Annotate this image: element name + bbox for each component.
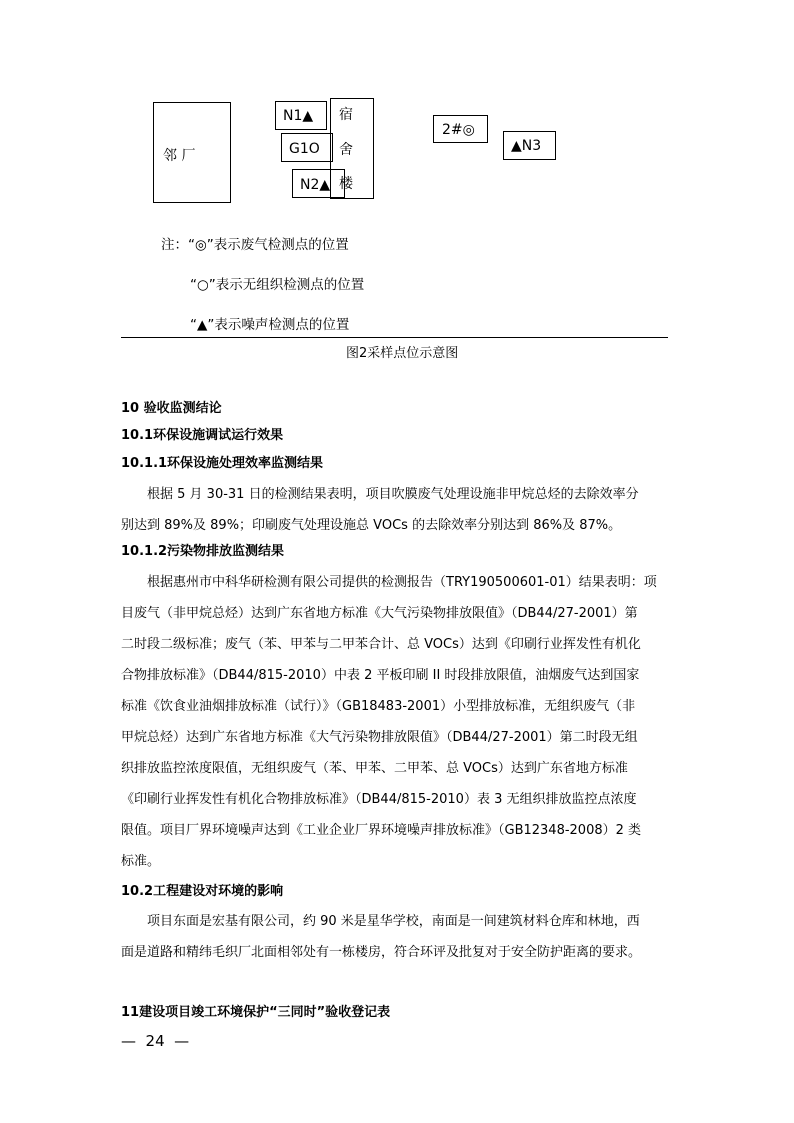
caption-rule <box>121 337 668 338</box>
text-line: 目废气（非甲烷总烃）达到广东省地方标准《大气污染物排放限值》（DB44/27-2001）第 <box>121 606 638 621</box>
section-11-heading: 11建设项目竣工环境保护“三同时”验收登记表 <box>121 1005 391 1020</box>
text-line: 织排放监控浓度限值，无组织废气（苯、甲苯、二甲苯、总 VOCs）达到广东省地方标准 <box>121 761 628 776</box>
neighbor-factory-label: 邻 厂 <box>163 148 196 164</box>
legend-note-exhaust: 注：“◎”表示废气检测点的位置 <box>161 237 349 253</box>
section-10-heading: 10 验收监测结论 <box>121 401 222 416</box>
page-number: — 24 — <box>121 1032 190 1050</box>
text-line: 别达到 89%及 89%；印刷废气处理设施总 VOCs 的去除效率分别达到 86%及 87%。 <box>121 518 622 533</box>
text-line: 根据 5 月 30-31 日的检测结果表明，项目吹膜废气处理设施非甲烷总烃的去除效率分 <box>147 487 639 502</box>
text-line: 根据惠州市中科华研检测有限公司提供的检测报告（TRY190500601-01）结果表明：项 <box>147 575 657 590</box>
section-10-1-1-heading: 10.1.1环保设施处理效率监测结果 <box>121 456 324 471</box>
paragraph-efficiency <box>121 479 677 541</box>
text-line: 限值。项目厂界环境噪声达到《工业企业厂界环境噪声排放标准》（GB12348-2008）2 类 <box>121 823 642 838</box>
dormitory-char-3: 楼 <box>339 176 353 192</box>
exhaust-point-2: 2#◎ <box>442 122 475 138</box>
section-10-2-heading: 10.2工程建设对环境的影响 <box>121 884 284 899</box>
text-line: 甲烷总烃）达到广东省地方标准《大气污染物排放限值》（DB44/27-2001）第二时段无组 <box>121 730 638 745</box>
dormitory-char-2: 舍 <box>339 142 353 158</box>
paragraph-environment-impact <box>121 906 677 968</box>
noise-point-n2: N2▲ <box>300 177 331 193</box>
text-line: 合物排放标准》（DB44/815-2010）中表 2 平板印刷 II 时段排放限值，油烟废气达到国家 <box>121 668 640 683</box>
noise-point-n3: ▲N3 <box>511 138 542 154</box>
text-line: 《印刷行业挥发性有机化合物排放标准》（DB44/815-2010）表 3 无组织排放监控点浓度 <box>121 792 637 807</box>
section-10-1-2-heading: 10.1.2污染物排放监测结果 <box>121 544 285 559</box>
text-line: 标准。 <box>121 854 161 869</box>
legend-note-noise: “▲”表示噪声检测点的位置 <box>190 317 350 333</box>
paragraph-emission <box>121 567 677 877</box>
text-line: 二时段二级标准；废气（苯、甲苯与二甲苯合计、总 VOCs）达到《印刷行业挥发性有机化 <box>121 637 641 652</box>
legend-note-fugitive: “○”表示无组织检测点的位置 <box>190 277 365 293</box>
noise-point-n1: N1▲ <box>283 108 314 124</box>
section-10-1-heading: 10.1环保设施调试运行效果 <box>121 428 284 443</box>
text-line: 面是道路和精纬毛织厂北面相邻处有一栋楼房，符合环评及批复对于安全防护距离的要求。 <box>121 945 642 960</box>
text-line: 标准《饮食业油烟排放标准（试行）》（GB18483-2001）小型排放标准，无组织废气（非 <box>121 699 636 714</box>
text-line: 项目东面是宏基有限公司，约 90 米是星华学校，南面是一间建筑材料仓库和林地，西 <box>147 914 640 929</box>
fugitive-point-g1: G1O <box>289 141 320 157</box>
figure-caption: 图2采样点位示意图 <box>346 346 459 361</box>
dormitory-char-1: 宿 <box>339 107 353 123</box>
